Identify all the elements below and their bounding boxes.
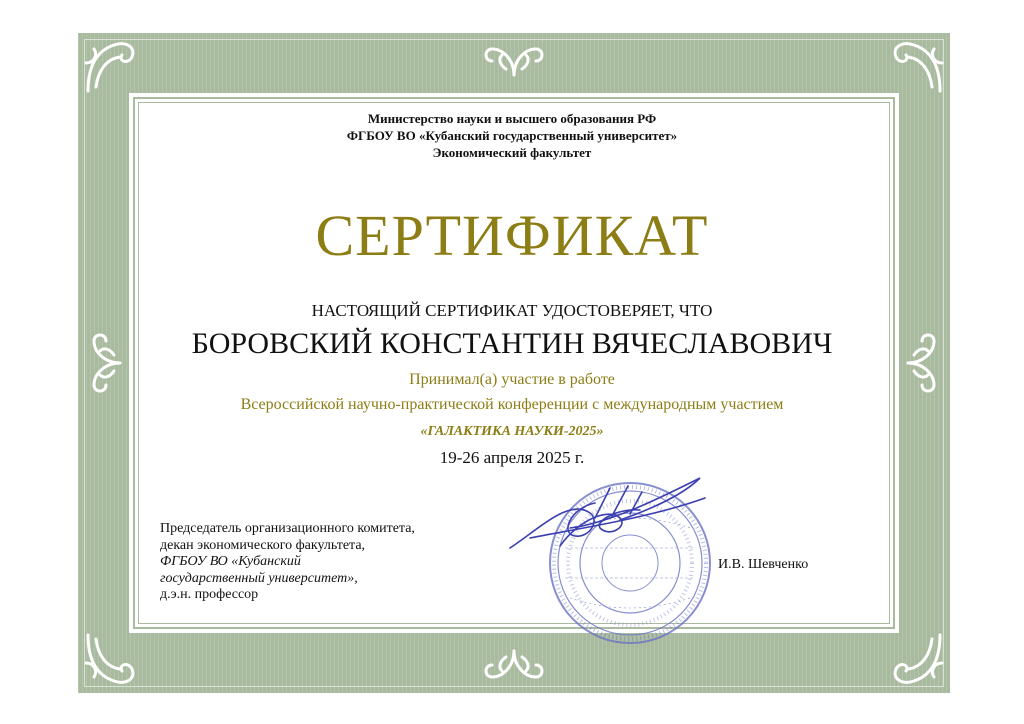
top-center-ornament-icon <box>482 39 546 79</box>
signer-info <box>160 521 480 604</box>
event-dates: 19-26 апреля 2025 г. <box>439 448 585 467</box>
signer-line: государственный университет», <box>160 570 358 586</box>
certificate-title: СЕРТИФИКАТ <box>315 203 709 268</box>
corner-ornament-top-right-icon <box>886 37 946 97</box>
ministry-line: Министерство науки и высшего образования РФ <box>367 111 657 126</box>
university-line: ФГБОУ ВО «Кубанский государственный университет» <box>346 128 678 143</box>
signer-line: ФГБОУ ВО «Кубанский <box>160 554 301 570</box>
faculty-line: Экономический факультет <box>432 145 592 160</box>
conference-text: Всероссийской научно-практической конференции с международным участием <box>240 396 784 413</box>
bottom-center-ornament-icon <box>482 647 546 687</box>
recipient-name: БОРОВСКИЙ КОНСТАНТИН ВЯЧЕСЛАВОВИЧ <box>191 327 833 360</box>
corner-ornament-bottom-right-icon <box>886 629 946 689</box>
signer-line: декан экономического факультета, <box>160 537 366 553</box>
signer-line: Председатель организационного комитета, <box>160 521 415 536</box>
signer-line: д.э.н. профессор <box>160 587 259 603</box>
signature-icon <box>500 458 710 568</box>
corner-ornament-bottom-left-icon <box>82 629 142 689</box>
participation-text: Принимал(а) участие в работе <box>409 371 615 388</box>
event-name: «ГАЛАКТИКА НАУКИ-2025» <box>420 424 604 439</box>
corner-ornament-top-left-icon <box>82 37 142 97</box>
certifies-text: НАСТОЯЩИЙ СЕРТИФИКАТ УДОСТОВЕРЯЕТ, ЧТО <box>311 301 713 320</box>
signer-name: И.В. Шевченко <box>718 557 809 572</box>
